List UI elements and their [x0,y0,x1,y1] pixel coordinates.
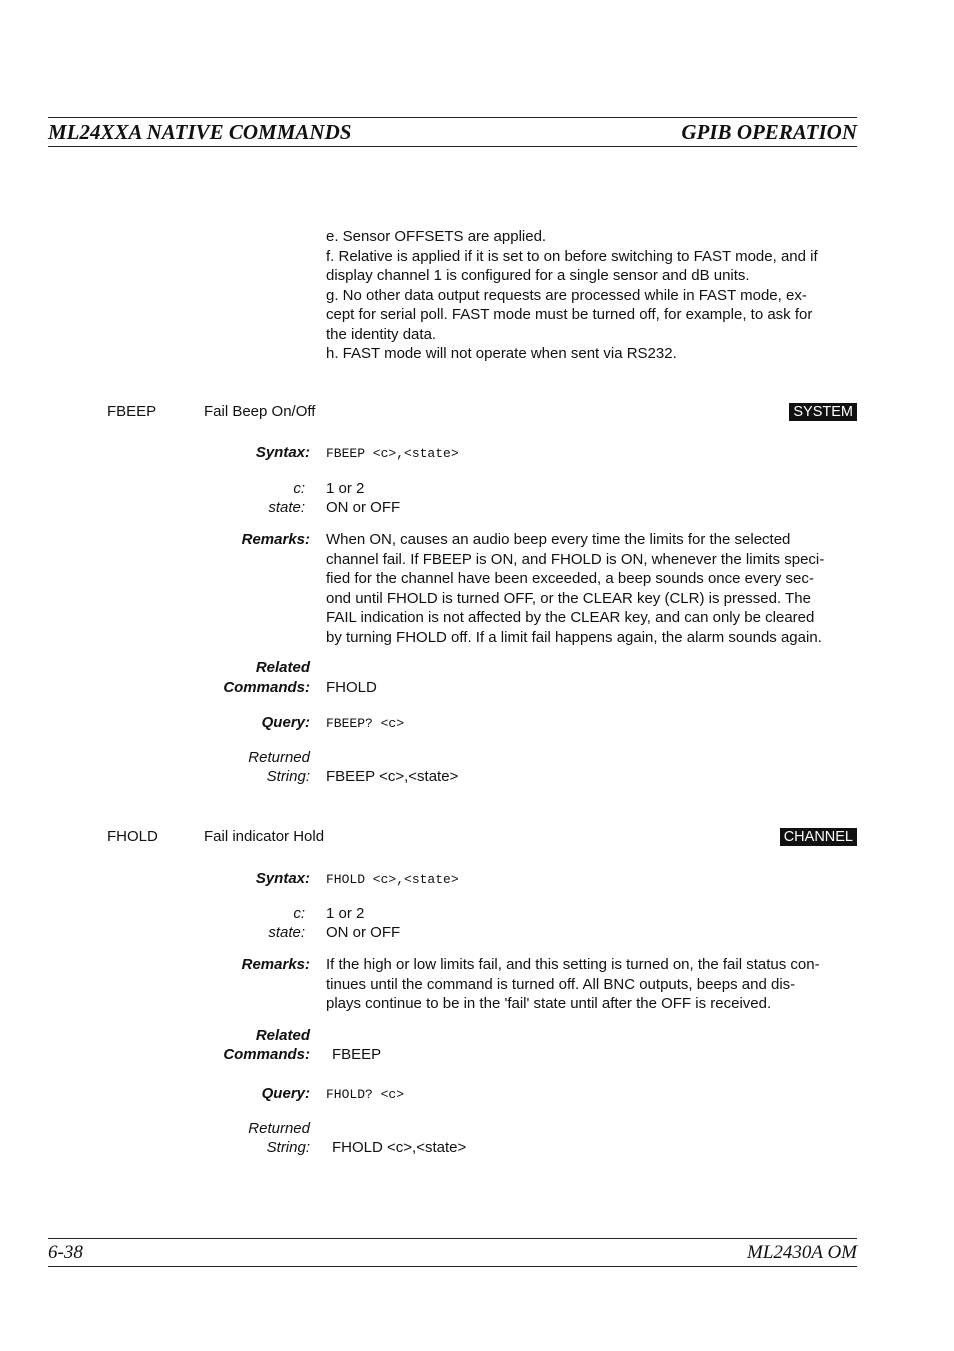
fhold-related-label-2: Commands: [223,1046,310,1063]
footer-page-number: 6-38 [48,1242,83,1263]
header-top-rule [48,117,857,118]
fbeep-returned-label-2: String: [266,768,310,785]
fhold-query-label: Query: [261,1085,310,1102]
fbeep-remarks-label: Remarks: [241,531,310,548]
intro-line: e. Sensor OFFSETS are applied. [326,228,547,245]
fhold-category-badge: CHANNEL [780,828,857,846]
footer-bottom-rule [48,1266,857,1267]
intro-line: display channel 1 is configured for a single sensor and dB units. [326,267,750,284]
intro-paragraph [326,227,861,364]
intro-line: h. FAST mode will not operate when sent via RS232. [326,345,677,362]
remarks-line: plays continue to be in the 'fail' state until after the OFF is received. [326,995,772,1012]
fhold-query-value: FHOLD? <c> [326,1087,405,1102]
fbeep-c-label: c: [293,480,305,497]
header-bottom-rule [48,146,857,147]
remarks-line: If the high or low limits fail, and this setting is turned on, the fail status con- [326,956,820,973]
footer-top-rule [48,1238,857,1239]
fhold-remarks-text [326,955,861,1014]
fbeep-query-label: Query: [261,714,310,731]
fbeep-query-value: FBEEP? <c> [326,716,405,731]
fhold-state-label: state: [268,924,305,941]
remarks-line: tinues until the command is turned off. All BNC outputs, beeps and dis- [326,975,796,993]
fhold-c-value: 1 or 2 [326,905,365,922]
fhold-syntax-label: Syntax: [255,870,310,887]
fhold-state-value: ON or OFF [326,924,401,941]
remarks-line: fied for the channel have been exceeded, a beep sounds once every sec- [326,570,814,587]
intro-line: the identity data. [326,325,437,343]
fhold-command-title: Fail indicator Hold [204,828,325,845]
header-left-title: ML24XXA NATIVE COMMANDS [48,120,352,144]
intro-line: cept for serial poll. FAST mode must be turned off, for example, to ask for [326,306,813,323]
fbeep-syntax-label: Syntax: [255,444,310,461]
fbeep-category-badge: SYSTEM [789,403,857,421]
fbeep-c-value: 1 or 2 [326,480,365,497]
fhold-returned-label-1: Returned [248,1120,310,1137]
fbeep-command-title: Fail Beep On/Off [204,403,316,420]
intro-line: g. No other data output requests are processed while in FAST mode, ex- [326,286,807,304]
fhold-returned-label-2: String: [266,1139,310,1156]
fhold-returned-value: FHOLD <c>,<state> [332,1139,467,1156]
fhold-syntax-value: FHOLD <c>,<state> [326,872,459,887]
fbeep-state-label: state: [268,499,305,516]
fhold-related-value: FBEEP [332,1046,382,1063]
fhold-related-label-1: Related [255,1027,310,1044]
fbeep-related-label-2: Commands: [223,679,310,696]
remarks-line: When ON, causes an audio beep every time the limits for the selected [326,531,791,548]
fbeep-returned-label-1: Returned [248,749,310,766]
fbeep-related-label-1: Related [255,659,310,676]
remarks-line: channel fail. If FBEEP is ON, and FHOLD is ON, whenever the limits speci- [326,550,825,568]
fbeep-state-value: ON or OFF [326,499,401,516]
fhold-c-label: c: [293,905,305,922]
header-right-title: GPIB OPERATION [681,120,857,144]
remarks-line: ond until FHOLD is turned OFF, or the CLEAR key (CLR) is pressed. The [326,589,811,607]
fbeep-remarks-text [326,530,861,647]
fhold-command-name: FHOLD [107,828,158,845]
fbeep-related-value: FHOLD [326,679,377,696]
remarks-line: by turning FHOLD off. If a limit fail happens again, the alarm sounds again. [326,628,822,646]
fbeep-command-name: FBEEP [107,403,157,420]
intro-line: f. Relative is applied if it is set to on before switching to FAST mode, and if [326,247,818,265]
footer-document-name: ML2430A OM [747,1242,857,1263]
fbeep-returned-value: FBEEP <c>,<state> [326,768,459,785]
fbeep-syntax-value: FBEEP <c>,<state> [326,446,459,461]
fhold-remarks-label: Remarks: [241,956,310,973]
remarks-line: FAIL indication is not affected by the CLEAR key, and can only be cleared [326,609,815,626]
